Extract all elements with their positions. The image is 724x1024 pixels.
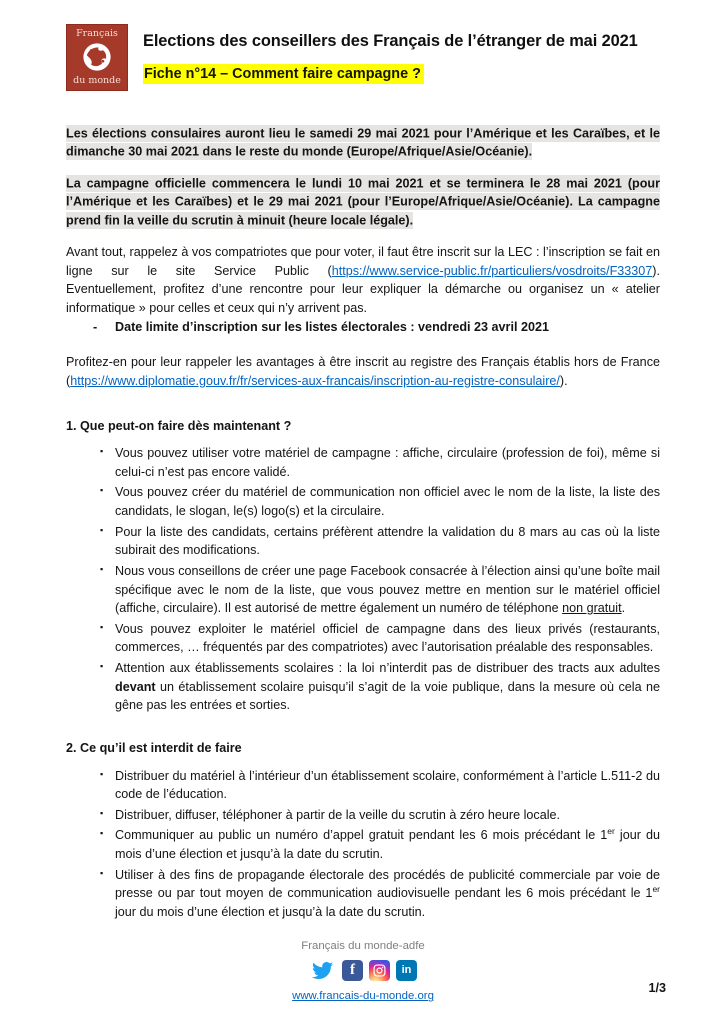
diplomatie-registre-link[interactable]: https://www.diplomatie.gouv.fr/fr/services-aux-francais/inscription-au-registre-consulaire/ bbox=[70, 373, 560, 388]
text-segment: un établissement scolaire puisqu’il s’agit de la voie publique, dans la mesure où cela ne gêne pas les entrées et sorties. bbox=[115, 679, 660, 713]
bullet-icon: ▪ bbox=[100, 661, 104, 671]
social-icons-row bbox=[66, 958, 660, 982]
bullet-icon: ▪ bbox=[100, 807, 104, 818]
bullet-icon: ▪ bbox=[100, 524, 104, 535]
paragraph-election-dates bbox=[66, 124, 660, 161]
facebook-icon[interactable] bbox=[342, 960, 363, 981]
list-item bbox=[66, 523, 660, 560]
bullet-icon: ▪ bbox=[100, 446, 104, 457]
text-segment: . bbox=[621, 601, 626, 616]
text-segment: Attention aux établissements scolaires : la loi n’interdit pas de distribuer des tracts aux adultes bbox=[115, 661, 660, 675]
bullet-icon: ▪ bbox=[100, 867, 104, 878]
title-block bbox=[143, 24, 660, 86]
dash-marker: - bbox=[93, 319, 98, 334]
text-segment: Utiliser à des fins de propagande électorale des procédés de publicité commerciale par voie de presse ou par tout moyen de communication audiovisuelle pendant les 6 mois précédant le 1 bbox=[115, 867, 660, 901]
list-item bbox=[66, 767, 660, 804]
text-segment: ). Eventuellement, profitez d’une rencontre pour leur expliquer la démarche ou organisez un « atelier informatique » pour celles et ceux qui n’y arrivent pas. bbox=[66, 263, 660, 315]
section2-list bbox=[66, 767, 660, 922]
website-link[interactable]: www.francais-du-monde.org bbox=[292, 990, 434, 1003]
text-segment: jour du mois d’une élection et jusqu’à la date du scrutin. bbox=[115, 828, 660, 861]
section1-heading: 1. Que peut-on faire dès maintenant ? bbox=[66, 418, 292, 433]
text-segment: Profitez-en pour leur rappeler les avantages à être inscrit au registre des Français établis hors de France ( bbox=[66, 355, 660, 388]
list-item bbox=[66, 659, 660, 715]
text-segment-bold: devant bbox=[115, 679, 156, 694]
paragraph-lec-registration bbox=[66, 243, 660, 318]
text-segment: ). bbox=[559, 373, 568, 388]
page-number: 1/3 bbox=[648, 981, 666, 996]
page-subtitle bbox=[143, 64, 660, 85]
list-item bbox=[66, 866, 660, 922]
linkedin-icon[interactable] bbox=[396, 960, 417, 981]
bullet-text bbox=[115, 661, 660, 712]
page-title: Elections des conseillers des Français de l’étranger de mai 2021 bbox=[143, 32, 638, 50]
logo-text-top: Français bbox=[76, 28, 118, 39]
service-public-link[interactable]: https://www.service-public.fr/particuliers/vosdroits/F33307 bbox=[331, 263, 653, 278]
header bbox=[66, 24, 660, 91]
twitter-icon[interactable] bbox=[309, 960, 336, 981]
bullet-text: Vous pouvez créer du matériel de communication non officiel avec le nom de la liste, la liste des candidats, le slogan, le(s) logo(s) et la circulaire. bbox=[115, 485, 660, 518]
text-segment: Nous vous conseillons de créer une page Facebook consacrée à l’élection ainsi qu’une boîte mail spécifique avec le nom de la liste, que vous pouvez mettre en mention sur le matériel officiel (affiche, circulaire). Il est autorisé de mettre également un numéro de téléphone bbox=[115, 563, 660, 616]
paragraph-campaign-period bbox=[66, 174, 660, 230]
bullet-text: Vous pouvez exploiter le matériel officiel de campagne dans des lieux privés (restaurants, commerces, … fréquentés par des compatriotes) avec l’autorisation préalable des responsables. bbox=[115, 621, 660, 655]
text-segment: Avant tout, rappelez à vos compatriotes que pour voter, il faut être inscrit sur la LEC : l’inscription se fait en ligne sur le site Service Public ( bbox=[66, 245, 660, 278]
facebook-letter: f bbox=[350, 962, 355, 979]
bullet-text: Distribuer, diffuser, téléphoner à partir de la veille du scrutin à zéro heure locale. bbox=[115, 807, 560, 822]
bullet-icon: ▪ bbox=[100, 485, 104, 496]
text-segment: jour du mois d’une élection et jusqu’à la date du scrutin. bbox=[115, 904, 426, 919]
paragraph-register-reminder bbox=[66, 353, 660, 390]
text-segment: Communiquer au public un numéro d’appel gratuit pendant les 6 mois précédant le 1 bbox=[115, 828, 608, 843]
section1-list bbox=[66, 444, 660, 715]
bullet-text: Distribuer du matériel à l’intérieur d’un établissement scolaire, conformément à l’article L.511-2 du code de l’éducation. bbox=[115, 768, 660, 802]
linkedin-letters: in bbox=[401, 964, 412, 977]
bullet-text bbox=[115, 564, 660, 615]
instagram-icon[interactable] bbox=[369, 960, 390, 981]
list-item bbox=[66, 483, 660, 520]
list-item bbox=[66, 826, 660, 863]
bullet-text bbox=[115, 868, 660, 919]
francais-du-monde-logo bbox=[66, 24, 128, 91]
bullet-icon: ▪ bbox=[100, 828, 104, 839]
text-segment: La campagne officielle commencera le lundi 10 mai 2021 et se terminera le 28 mai 2021 (pour l’Amérique et les Caraïbes) et le 29 mai 2021 (pour l’Europe/Afrique/Asie/Océanie). La campagne prend fin la veille du scrutin à minuit (heure locale légale). bbox=[66, 176, 660, 228]
footer-org-name: Français du monde-adfe bbox=[301, 939, 425, 952]
bullet-icon: ▪ bbox=[100, 563, 104, 574]
logo-text-bottom: du monde bbox=[73, 74, 121, 86]
bullet-icon: ▪ bbox=[100, 768, 104, 779]
deadline-text: Date limite d’inscription sur les listes électorales : vendredi 23 avril 2021 bbox=[115, 319, 549, 334]
text-segment-underlined: non gratuit bbox=[562, 601, 622, 616]
bullet-text bbox=[115, 828, 660, 861]
list-item bbox=[66, 620, 660, 657]
list-item bbox=[66, 562, 660, 618]
bullet-text: Pour la liste des candidats, certains préfèrent attendre la validation du 8 mars au cas où la liste subirait des modifications. bbox=[115, 524, 660, 558]
text-segment-superscript: er bbox=[607, 826, 615, 837]
bullet-text: Vous pouvez utiliser votre matériel de campagne : affiche, circulaire (profession de foi), même si celui-ci n’est pas encore validé. bbox=[115, 446, 660, 479]
section2-heading: 2. Ce qu’il est interdit de faire bbox=[66, 740, 242, 755]
globe-icon bbox=[80, 40, 114, 74]
list-item bbox=[66, 806, 660, 825]
text-segment-superscript: er bbox=[652, 884, 660, 895]
bullet-icon: ▪ bbox=[100, 621, 104, 632]
list-item bbox=[66, 444, 660, 481]
footer bbox=[66, 938, 660, 1006]
text-segment: Les élections consulaires auront lieu le samedi 29 mai 2021 pour l’Amérique et les Caraïbes, et le dimanche 30 mai 2021 dans le reste du monde (Europe/Afrique/Asie/Océanie). bbox=[66, 126, 660, 159]
deadline-item bbox=[66, 318, 660, 337]
page-subtitle-text: Fiche n°14 – Comment faire campagne ? bbox=[143, 64, 424, 84]
